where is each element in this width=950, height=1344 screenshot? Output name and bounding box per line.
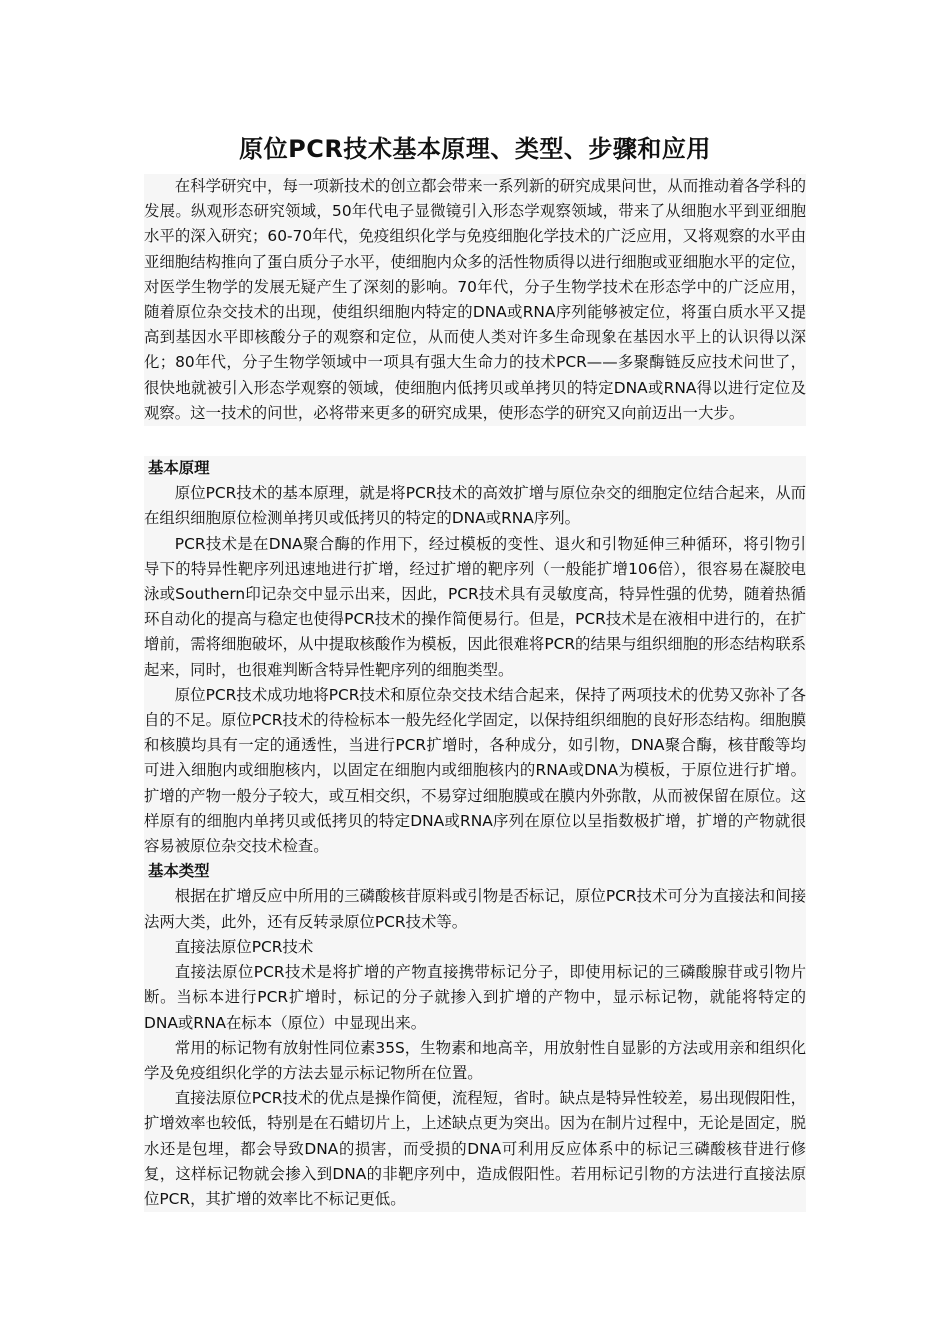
page-title: 原位PCR技术基本原理、类型、步骤和应用 [239, 135, 711, 163]
main-block [144, 456, 806, 1212]
paragraph: 原位PCR技术成功地将PCR技术和原位杂交技术结合起来，保持了两项技术的优势又弥补了各自的不足。原位PCR技术的待检标本一般先经化学固定，以保持组织细胞的良好形态结构。细胞膜和核膜均具有一定的通透性，当进行PCR扩增时，各种成分，如引物，DNA聚合酶，核苷酸等均可进入细胞内或细胞核内，以固定在细胞内或细胞核内的RNA或DNA为模板，于原位进行扩增。扩增的产物一般分子较大，或互相交织，不易穿过细胞膜或在膜内外弥散，从而被保留在原位。这样原有的细胞内单拷贝或低拷贝的特定DNA或RNA序列在原位以呈指数极扩增，扩增的产物就很容易被原位杂交技术检查。 [144, 685, 806, 856]
section-heading-types: 基本类型 [148, 862, 210, 881]
intro-block [144, 174, 806, 426]
paragraph: 直接法原位PCR技术是将扩增的产物直接携带标记分子，即使用标记的三磷酸腺苷或引物片断。当标本进行PCR扩增时，标记的分子就掺入到扩增的产物中，显示标记物，就能将特定的DNA或RNA在标本（原位）中显现出来。 [144, 963, 806, 1032]
intro-paragraph: 在科学研究中，每一项新技术的创立都会带来一系列新的研究成果问世，从而推动着各学科的发展。纵观形态研究领域，50年代电子显微镜引入形态学观察领域，带来了从细胞水平到亚细胞水平的深入研究；60-70年代，免疫组织化学与免疫细胞化学技术的广泛应用，又将观察的水平由亚细胞结构推向了蛋白质分子水平，使细胞内众多的活性物质得以进行细胞或亚细胞水平的定位，对医学生物学的发展无疑产生了深刻的影响。70年代，分子生物学技术在形态学中的广泛应用，随着原位杂交技术的出现，使组织细胞内特定的DNA或RNA序列能够被定位，将蛋白质水平又提高到基因水平即核酸分子的观察和定位，从而使人类对许多生命现象在基因水平上的认识得以深化；80年代，分子生物学领域中一项具有强大生命力的技术PCR——多聚酶链反应技术问世了，很快地就被引入形态学观察的领域，使细胞内低拷贝或单拷贝的特定DNA或RNA得以进行定位及观察。这一技术的问世，必将带来更多的研究成果，使形态学的研究又向前迈出一大步。 [144, 177, 806, 422]
paragraph: 根据在扩增反应中所用的三磷酸核苷原料或引物是否标记，原位PCR技术可分为直接法和间接法两大类，此外，还有反转录原位PCR技术等。 [144, 887, 806, 931]
subheading-direct-method: 直接法原位PCR技术 [174, 937, 314, 956]
paragraph: 原位PCR技术的基本原理，就是将PCR技术的高效扩增与原位杂交的细胞定位结合起来，从而在组织细胞原位检测单拷贝或低拷贝的特定的DNA或RNA序列。 [144, 484, 806, 528]
section-heading-principle: 基本原理 [148, 459, 210, 478]
document-body [144, 174, 806, 1212]
paragraph: 常用的标记物有放射性同位素35S，生物素和地高辛，用放射性自显影的方法或用亲和组织化学及免疫组织化学的方法去显示标记物所在位置。 [144, 1038, 806, 1082]
paragraph: 直接法原位PCR技术的优点是操作简便，流程短，省时。缺点是特异性较差，易出现假阳性，扩增效率也较低，特别是在石蜡切片上，上述缺点更为突出。因为在制片过程中，无论是固定，脱水还是包埋，都会导致DNA的损害，而受损的DNA可利用反应体系中的标记三磷酸核苷进行修复，这样标记物就会掺入到DNA的非靶序列中，造成假阳性。若用标记引物的方法进行直接法原位PCR，其扩增的效率比不标记更低。 [144, 1089, 806, 1208]
paragraph: PCR技术是在DNA聚合酶的作用下，经过模板的变性、退火和引物延伸三种循环，将引物引导下的特异性靶序列迅速地进行扩增，经过扩增的靶序列（一般能扩增106倍），很容易在凝胶电泳或Southern印记杂交中显示出来，因此，PCR技术具有灵敏度高，特异性强的优势，随着热循环自动化的提高与稳定也使得PCR技术的操作简便易行。但是，PCR技术是在液相中进行的，在扩增前，需将细胞破坏，从中提取核酸作为模板，因此很难将PCR的结果与组织细胞的形态结构联系起来，同时，也很难判断含特异性靶序列的细胞类型。 [144, 534, 806, 679]
section-gap [144, 426, 806, 456]
